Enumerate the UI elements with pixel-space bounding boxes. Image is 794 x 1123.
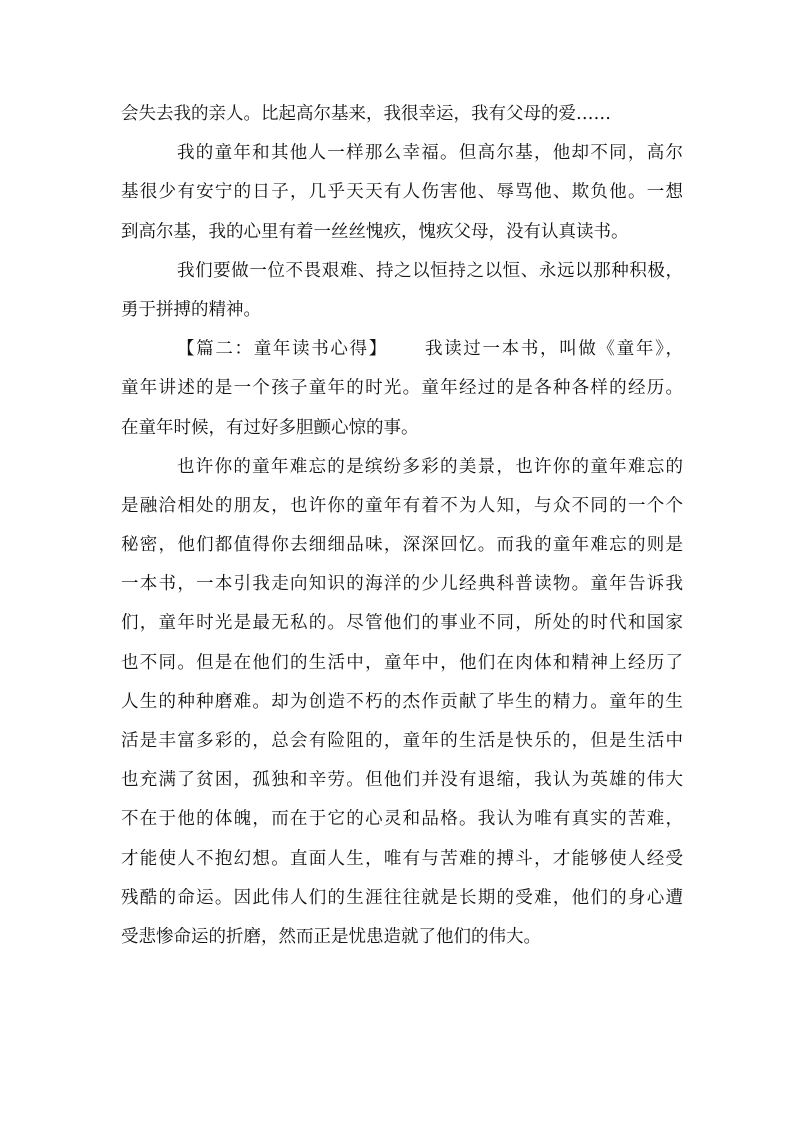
paragraph-line: 也充满了贫困，孤独和辛劳。但他们并没有退缩，我认为英雄的伟大 [121, 770, 683, 791]
paragraph-line: 受悲惨命运的折磨，然而正是忧患造就了他们的伟大。 [121, 926, 541, 947]
paragraph-line: 基很少有安宁的日子，几乎天天有人伤害他、辱骂他、欺负他。一想 [121, 182, 683, 203]
section-heading-line [121, 330, 683, 369]
paragraph-line: 勇于拼搏的精神。 [121, 299, 261, 320]
paragraph-line: 在童年时候，有过好多胆颤心惊的事。 [121, 417, 419, 438]
paragraph-line: 也许你的童年难忘的是缤纷多彩的美景，也许你的童年难忘的 [177, 456, 683, 477]
paragraph-line: 是融洽相处的朋友，也许你的童年有着不为人知，与众不同的一个个 [121, 495, 683, 516]
paragraph-line: 残酷的命运。因此伟人们的生涯往往就是长期的受难，他们的身心遭 [121, 887, 683, 908]
paragraph-line: 我的童年和其他人一样那么幸福。但高尔基，他却不同，高尔 [177, 143, 683, 164]
paragraph-line: 们，童年时光是最无私的。尽管他们的事业不同，所处的时代和国家 [121, 613, 683, 634]
paragraph-line: 秘密，他们都值得你去细细品味，深深回忆。而我的童年难忘的则是 [121, 535, 683, 556]
paragraph-line: 一本书，一本引我走向知识的海洋的少儿经典科普读物。童年告诉我 [121, 574, 683, 595]
paragraph-text: 我读过一本书，叫做《童年》， [424, 339, 684, 360]
paragraph-line: 才能使人不抱幻想。直面人生，唯有与苦难的搏斗，才能够使人经受 [121, 848, 683, 869]
paragraph-line: 不在于他的体魄，而在于它的心灵和品格。我认为唯有真实的苦难， [121, 809, 683, 830]
paragraph-line: 我们要做一位不畏艰难、持之以恒持之以恒、永远以那种积极， [177, 260, 683, 281]
document-page [121, 95, 683, 957]
paragraph-line: 到高尔基，我的心里有着一丝丝愧疚，愧疚父母，没有认真读书。 [121, 221, 629, 242]
paragraph-line: 会失去我的亲人。比起高尔基来，我很幸运，我有父母的爱…… [121, 104, 611, 124]
paragraph-line: 人生的种种磨难。却为创造不朽的杰作贡献了毕生的精力。童年的生 [121, 691, 683, 712]
paragraph-line: 活是丰富多彩的，总会有险阻的，童年的生活是快乐的，但是生活中 [121, 731, 683, 751]
paragraph-line: 童年讲述的是一个孩子童年的时光。童年经过的是各种各样的经历。 [121, 378, 683, 399]
section-heading: 【篇二：童年读书心得】 [177, 339, 388, 360]
paragraph-line: 也不同。但是在他们的生活中，童年中，他们在肉体和精神上经历了 [121, 652, 683, 673]
